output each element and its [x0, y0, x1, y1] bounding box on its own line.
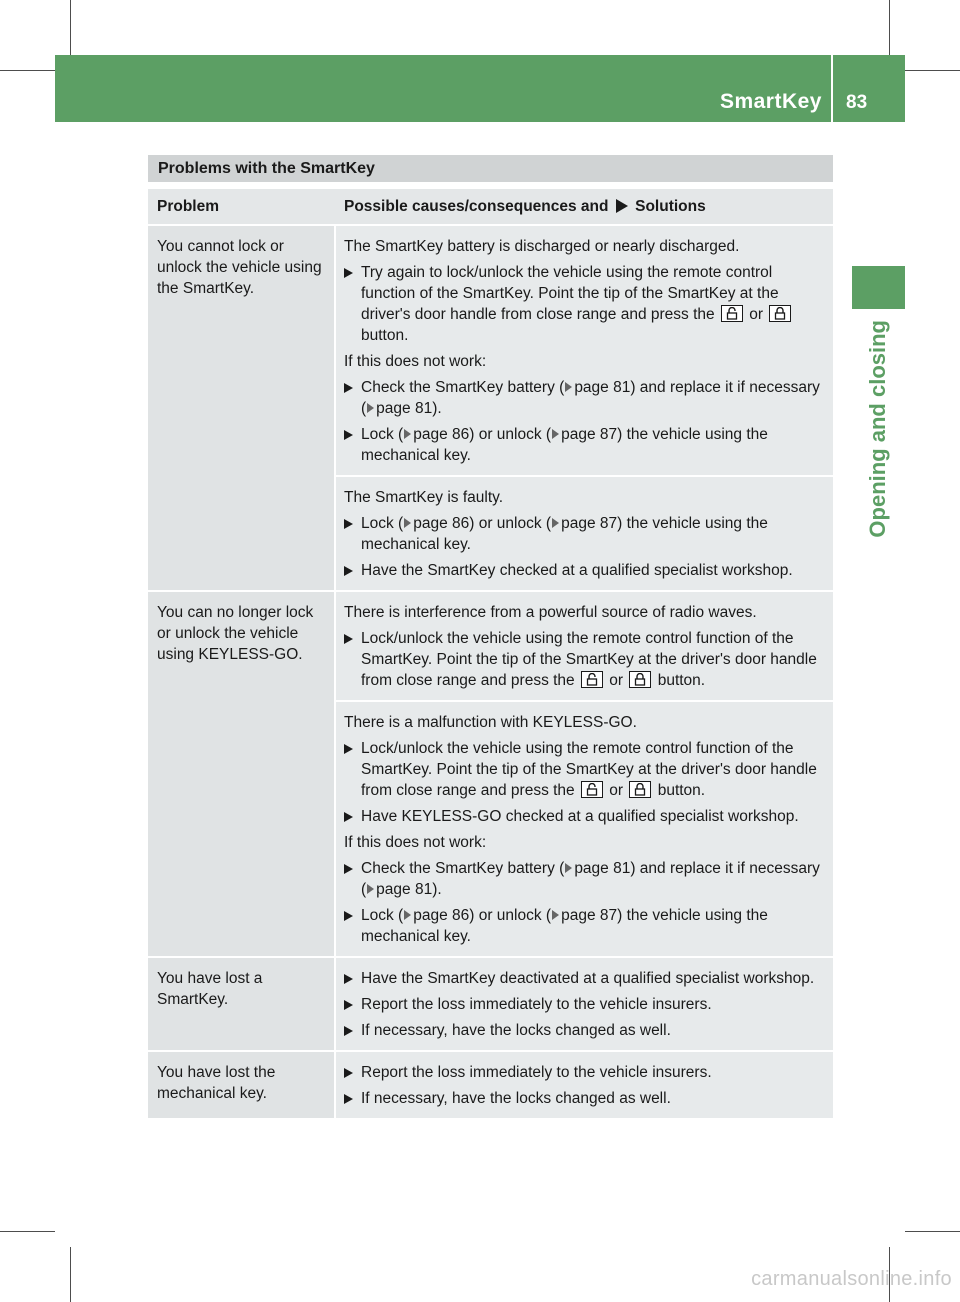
- unlock-button-icon: [721, 305, 743, 322]
- step-arrow-icon: [344, 744, 353, 754]
- column-header-solutions: Possible causes/consequences and Solutions: [344, 197, 706, 215]
- page-reference-icon: [404, 910, 411, 920]
- cause-block: [336, 226, 833, 475]
- solution-step: Lock ( page 86) or unlock ( page 87) the vehicle using the mechanical key.: [344, 513, 829, 555]
- page-reference-icon: [565, 863, 572, 873]
- crop-mark: [905, 1231, 960, 1232]
- step-arrow-icon: [344, 566, 353, 576]
- step-arrow-icon: [344, 1068, 353, 1078]
- cause-text: If this does not work:: [344, 834, 487, 851]
- cause-block: [336, 1052, 833, 1118]
- step-arrow-icon: [344, 634, 353, 644]
- solutions-cell: [336, 958, 833, 1050]
- step-arrow-icon: [344, 911, 353, 921]
- crop-mark: [905, 70, 960, 71]
- lock-button-icon: [769, 305, 791, 322]
- solution-step: Report the loss immediately to the vehicle insurers.: [344, 994, 829, 1015]
- solutions-cell: [336, 1052, 833, 1118]
- problem-cell: You have lost the mechanical key.: [148, 1052, 334, 1118]
- arrow-right-icon: [616, 199, 628, 213]
- solution-step: Lock ( page 86) or unlock ( page 87) the vehicle using the mechanical key.: [344, 424, 829, 466]
- cause-text: The SmartKey battery is discharged or nearly discharged.: [344, 238, 740, 255]
- table-row: [148, 592, 833, 956]
- step-arrow-icon: [344, 974, 353, 984]
- page-reference-icon: [367, 403, 374, 413]
- step-arrow-icon: [344, 1094, 353, 1104]
- step-arrow-icon: [344, 519, 353, 529]
- crop-mark: [70, 0, 71, 55]
- crop-mark: [0, 70, 55, 71]
- solution-step: Have KEYLESS-GO checked at a qualified specialist workshop.: [344, 806, 829, 827]
- page-reference-icon: [552, 518, 559, 528]
- unlock-button-icon: [581, 671, 603, 688]
- header-divider: [831, 55, 833, 122]
- cause-block: [336, 702, 833, 956]
- solution-step: Check the SmartKey battery ( page 81) and replace it if necessary ( page 81).: [344, 377, 829, 419]
- table-row: [148, 226, 833, 590]
- solution-step: Try again to lock/unlock the vehicle using the remote control function of the SmartKey. Point the tip of the SmartKey at the driver's door handle from close range and press the or button.: [344, 262, 829, 346]
- step-arrow-icon: [344, 864, 353, 874]
- solution-step: If necessary, have the locks changed as well.: [344, 1088, 829, 1109]
- solution-step: Lock/unlock the vehicle using the remote control function of the SmartKey. Point the tip of the SmartKey at the driver's door handle from close range and press the or button.: [344, 628, 829, 691]
- lock-button-icon: [629, 671, 651, 688]
- page-reference-icon: [404, 429, 411, 439]
- problem-cell: You cannot lock or unlock the vehicle using the SmartKey.: [148, 226, 334, 590]
- problems-table: [148, 155, 833, 1118]
- watermark: carmanualsonline.info: [751, 1268, 952, 1290]
- crop-mark: [70, 1247, 71, 1302]
- solution-step: If necessary, have the locks changed as well.: [344, 1020, 829, 1041]
- section-title: SmartKey: [719, 90, 822, 113]
- solutions-cell: [336, 226, 833, 590]
- solutions-cell: [336, 592, 833, 956]
- cause-block: [336, 958, 833, 1050]
- unlock-button-icon: [581, 781, 603, 798]
- chapter-tab: [852, 266, 905, 309]
- table-row: [148, 1052, 833, 1118]
- page-reference-icon: [552, 910, 559, 920]
- cause-text: The SmartKey is faulty.: [344, 489, 504, 506]
- step-arrow-icon: [344, 268, 353, 278]
- problem-cell: You have lost a SmartKey.: [148, 958, 334, 1050]
- step-arrow-icon: [344, 1026, 353, 1036]
- table-body: [148, 226, 833, 1118]
- crop-mark: [0, 1231, 55, 1232]
- step-arrow-icon: [344, 1000, 353, 1010]
- crop-mark: [889, 0, 890, 55]
- page-number: 83: [846, 92, 868, 113]
- step-arrow-icon: [344, 430, 353, 440]
- step-arrow-icon: [344, 383, 353, 393]
- solution-step: Lock ( page 86) or unlock ( page 87) the vehicle using the mechanical key.: [344, 905, 829, 947]
- page-reference-icon: [367, 884, 374, 894]
- page-reference-icon: [565, 382, 572, 392]
- column-header-problem: Problem: [157, 197, 220, 215]
- table-header-row: [148, 189, 833, 224]
- cause-block: [336, 592, 833, 700]
- solution-step: Check the SmartKey battery ( page 81) and replace it if necessary ( page 81).: [344, 858, 829, 900]
- page-reference-icon: [404, 518, 411, 528]
- cause-text: There is a malfunction with KEYLESS-GO.: [344, 714, 637, 731]
- table-row: [148, 958, 833, 1050]
- table-title: Problems with the SmartKey: [148, 155, 833, 182]
- lock-button-icon: [629, 781, 651, 798]
- cause-text: If this does not work:: [344, 353, 487, 370]
- cause-block: [336, 477, 833, 590]
- cause-text: There is interference from a powerful source of radio waves.: [344, 604, 757, 621]
- solution-step: Report the loss immediately to the vehicle insurers.: [344, 1062, 829, 1083]
- solution-step: Have the SmartKey deactivated at a qualified specialist workshop.: [344, 968, 829, 989]
- step-arrow-icon: [344, 812, 353, 822]
- problem-cell: You can no longer lock or unlock the vehicle using KEYLESS-GO.: [148, 592, 334, 956]
- solution-step: Have the SmartKey checked at a qualified specialist workshop.: [344, 560, 829, 581]
- solution-step: Lock/unlock the vehicle using the remote control function of the SmartKey. Point the tip of the SmartKey at the driver's door handle from close range and press the or button.: [344, 738, 829, 801]
- page-reference-icon: [552, 429, 559, 439]
